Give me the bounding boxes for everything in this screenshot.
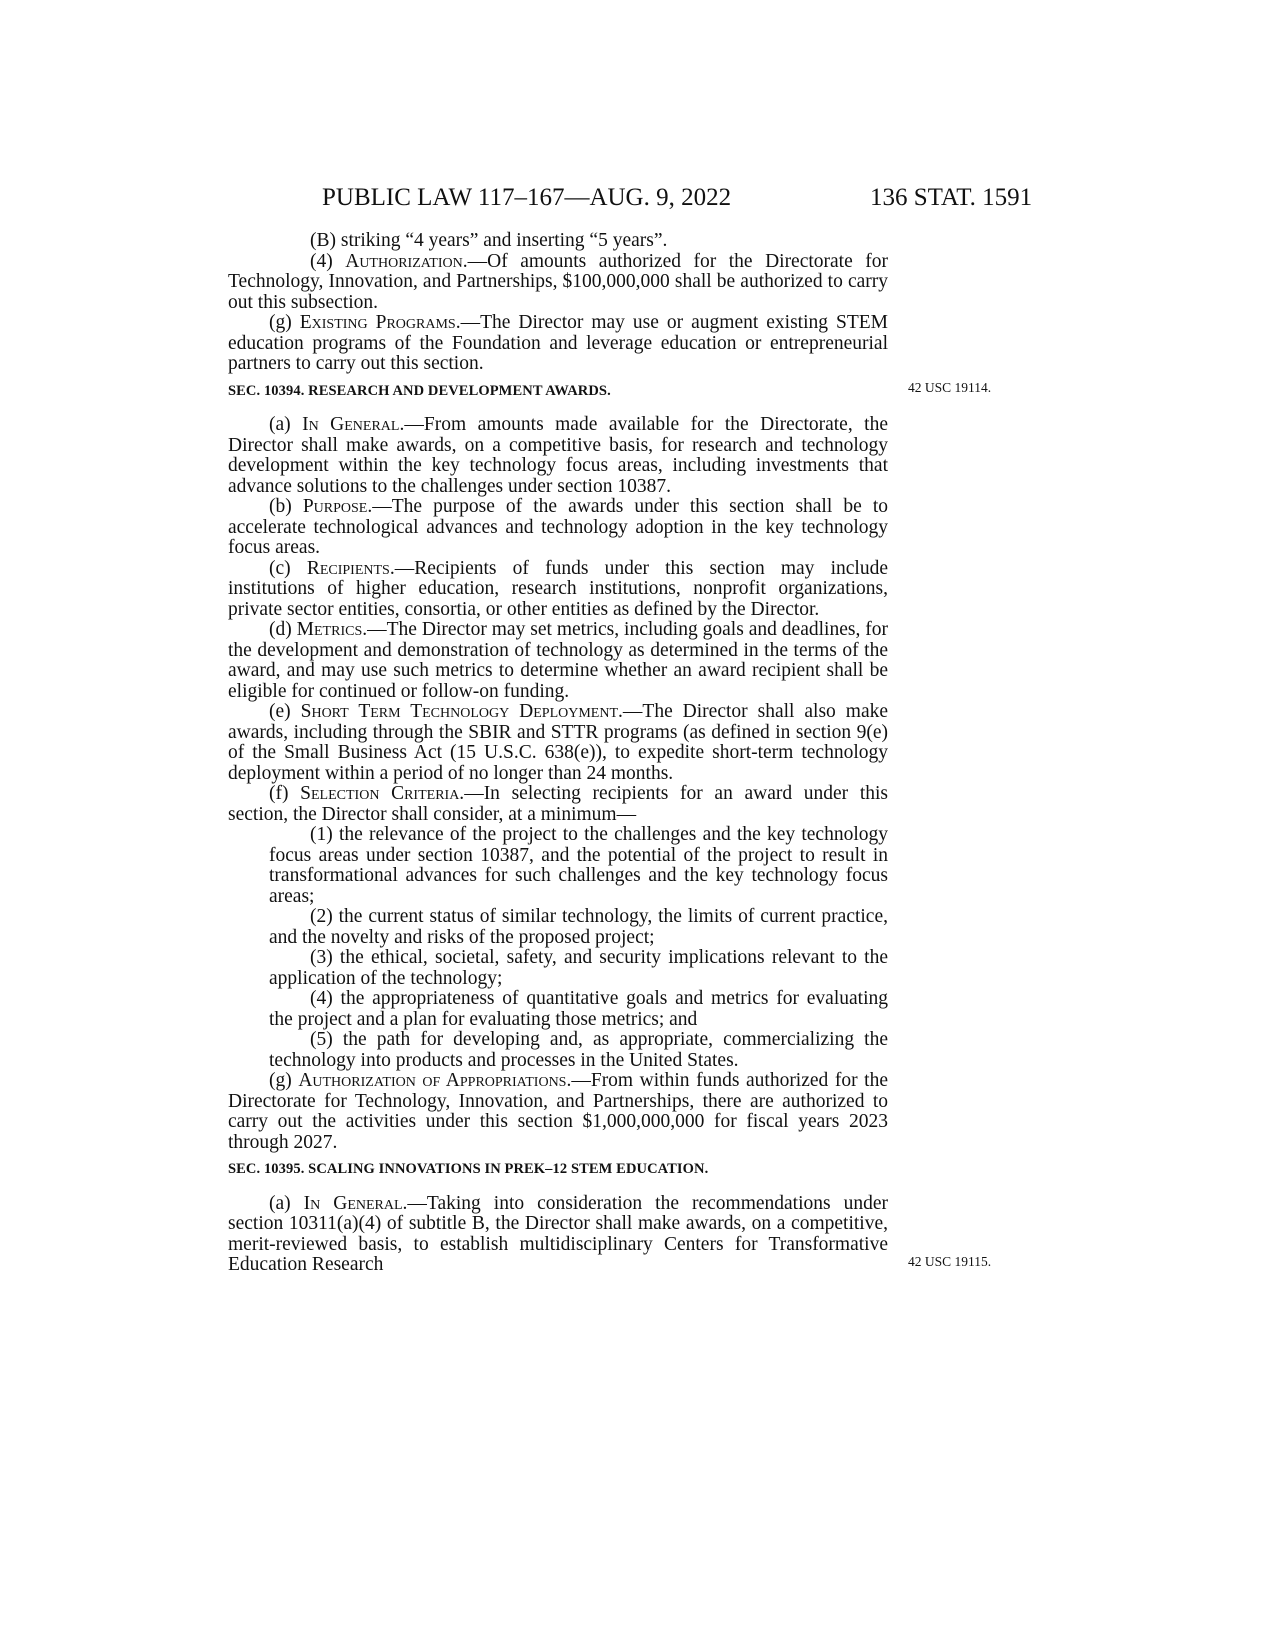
page-body <box>228 231 888 1276</box>
paragraph-f-selection-criteria: (f) Selection Criteria.—In selecting recipients for an award under this section, the Director shall consider, at a minimum— <box>228 783 889 825</box>
heading: Authorization. <box>345 250 468 272</box>
page-stat-number: 136 STAT. 1591 <box>870 184 1033 211</box>
margin-citation-19115: 42 USC 19115. <box>908 1254 992 1269</box>
criteria-item: (4) the appropriateness of quantitative goals and metrics for evaluating the project and a plan for evaluating those metrics; and <box>269 988 888 1030</box>
paragraph-a-in-general: (a) In General.—From amounts made available for the Directorate, the Director shall make awards, on a competitive basis, for research and technology development within the key technology focus areas, including investments that advance solutions to the challenges under section 10387. <box>228 414 888 497</box>
heading: Existing Programs. <box>299 312 461 333</box>
criteria-item: (2) the current status of similar technology, the limits of current practice, and the novelty and risks of the proposed project; <box>269 906 888 948</box>
paragraph-b-striking: (B) striking “4 years” and inserting “5 years”. <box>310 230 668 251</box>
paragraph-g-existing-programs: (g) Existing Programs.—The Director may use or augment existing STEM education programs of the Foundation and leverage education or entrepreneurial partners to carry out this section. <box>228 312 888 374</box>
paragraph-b-purpose: (b) Purpose.—The purpose of the awards under this section shall be to accelerate technological advances and technology adoption in the key technology focus areas. <box>228 496 888 558</box>
section-title-10395: SEC. 10395. SCALING INNOVATIONS IN PREK–12 STEM EDUCATION. <box>228 1161 709 1177</box>
paragraph-d-metrics: (d) Metrics.—The Director may set metrics, including goals and deadlines, for the development and demonstration of technology as determined in the terms of the award, and may use such metrics to determine whether an award recipient shall be eligible for continued or follow-on funding. <box>228 619 888 702</box>
criteria-item: (5) the path for developing and, as appropriate, commercializing the technology into products and processes in the United States. <box>269 1029 888 1071</box>
paragraph-g-authorization-appropriations: (g) Authorization of Appropriations.—From within funds authorized for the Directorate for Technology, Innovation, and Partnerships, there are authorized to carry out the activities under this section $1,000,000,000 for fiscal years 2023 through 2027. <box>228 1070 888 1153</box>
paragraph-a-in-general-10395: (a) In General.—Taking into consideration the recommendations under section 10311(a)(4) of subtitle B, the Director shall make awards, on a competitive, merit-reviewed basis, to establish multidisciplinary Centers for Transformative Education Research <box>228 1192 888 1275</box>
paragraph-c-recipients: (c) Recipients.—Recipients of funds under this section may include institutions of higher education, research institutions, nonprofit organizations, private sector entities, consortia, or other entities as defined by the Director. <box>228 557 888 620</box>
section-title-10394: SEC. 10394. RESEARCH AND DEVELOPMENT AWARDS. <box>228 382 611 399</box>
criteria-item: (1) the relevance of the project to the challenges and the key technology focus areas under section 10387, and the potential of the project to result in transformational advances for such challenges and the key technology focus areas; <box>269 824 888 907</box>
criteria-item: (3) the ethical, societal, safety, and security implications relevant to the application of the technology; <box>269 947 888 989</box>
paragraph-4-authorization: (4) Authorization.—Of amounts authorized for the Directorate for Technology, Innovation, and Partnerships, $100,000,000 shall be authorized to carry out this subsection. <box>228 250 888 313</box>
paragraph-e-short-term: (e) Short Term Technology Deployment.—The Director shall also make awards, including through the SBIR and STTR programs (as defined in section 9(e) of the Small Business Act (15 U.S.C. 638(e)), to expedite short-term technology deployment within a period of no longer than 24 months. <box>228 701 888 784</box>
running-head: PUBLIC LAW 117–167—AUG. 9, 2022 <box>322 184 732 211</box>
margin-citation-19114: 42 USC 19114. <box>908 380 992 395</box>
